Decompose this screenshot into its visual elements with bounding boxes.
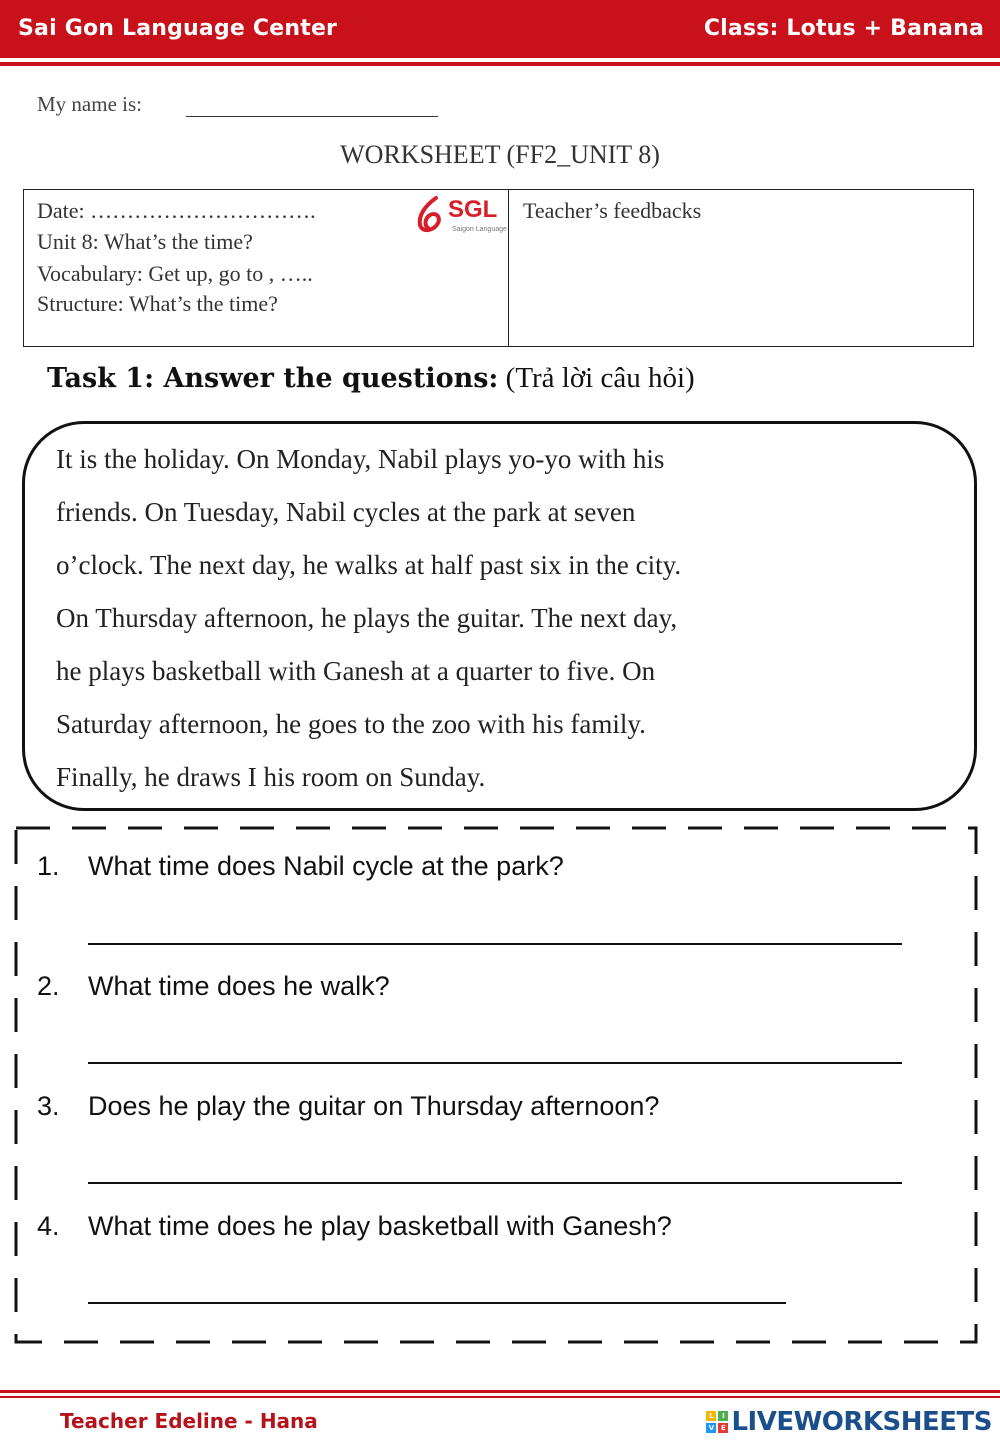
lw-grid-cell: V: [706, 1423, 716, 1433]
question-text: What time does he walk?: [88, 971, 390, 1001]
story-line: o’clock. The next day, he walks at half past six in the city.: [56, 550, 682, 580]
question-text: What time does he play basketball with Ganesh?: [88, 1211, 672, 1241]
footer-rule: [0, 1390, 1000, 1393]
footer-rule-thin: [0, 1396, 1000, 1398]
teacher-name: Teacher Edeline - Hana: [60, 1409, 318, 1433]
vocabulary-label: Vocabulary: Get up, go to , …..: [37, 261, 313, 286]
question-number: 2.: [37, 971, 60, 1001]
answer-line-2[interactable]: [88, 1062, 902, 1064]
center-name: Sai Gon Language Center: [18, 16, 338, 41]
structure-label: Structure: What’s the time?: [37, 291, 278, 316]
sgl-logo: [414, 193, 510, 237]
sgl-logo-text: SGL: [448, 196, 498, 223]
story-line: On Thursday afternoon, he plays the guitar. The next day,: [56, 603, 678, 633]
story-line: Saturday afternoon, he goes to the zoo with his family.: [56, 709, 646, 739]
liveworksheets-grid-icon: [706, 1411, 728, 1433]
liveworksheets-logo: [706, 1407, 992, 1437]
story-line: friends. On Tuesday, Nabil cycles at the park at seven: [56, 497, 636, 527]
teacher-feedback-label: Teacher’s feedbacks: [523, 198, 702, 223]
liveworksheets-text: LIVEWORKSHEETS: [731, 1407, 992, 1437]
answer-line-1[interactable]: [88, 943, 902, 945]
lw-grid-cell: E: [718, 1423, 728, 1433]
answer-line-4[interactable]: [88, 1302, 786, 1304]
answer-line-3[interactable]: [88, 1182, 902, 1184]
lw-grid-cell: I: [718, 1411, 728, 1421]
question-number: 1.: [37, 851, 60, 881]
question-text: What time does Nabil cycle at the park?: [88, 851, 564, 881]
task1-title-bold: Task 1: Answer the questions:: [47, 363, 499, 394]
lw-grid-cell: L: [706, 1411, 716, 1421]
sgl-swirl-icon: [414, 195, 446, 233]
question-number: 4.: [37, 1211, 60, 1241]
question-number: 3.: [37, 1091, 60, 1121]
story-line: he plays basketball with Ganesh at a quarter to five. On: [56, 656, 656, 686]
questions-box: [14, 826, 978, 1344]
story-line: It is the holiday. On Monday, Nabil plays yo-yo with his: [56, 444, 665, 474]
story-line: Finally, he draws I his room on Sunday.: [56, 762, 486, 792]
task1-title: [47, 362, 695, 395]
worksheet-title: WORKSHEET (FF2_UNIT 8): [340, 140, 660, 169]
header-rule: [0, 62, 1000, 66]
name-input-line[interactable]: [186, 116, 438, 117]
class-label: Class: Lotus + Banana: [703, 16, 984, 41]
name-label: My name is:: [37, 92, 142, 116]
unit-label: Unit 8: What’s the time?: [37, 229, 253, 254]
sgl-logo-subtext: Saigon Language: [452, 226, 507, 233]
date-field: Date: ………………………….: [37, 198, 316, 223]
task1-title-vi: (Trả lời câu hỏi): [505, 362, 695, 394]
question-text: Does he play the guitar on Thursday afternoon?: [88, 1091, 660, 1121]
